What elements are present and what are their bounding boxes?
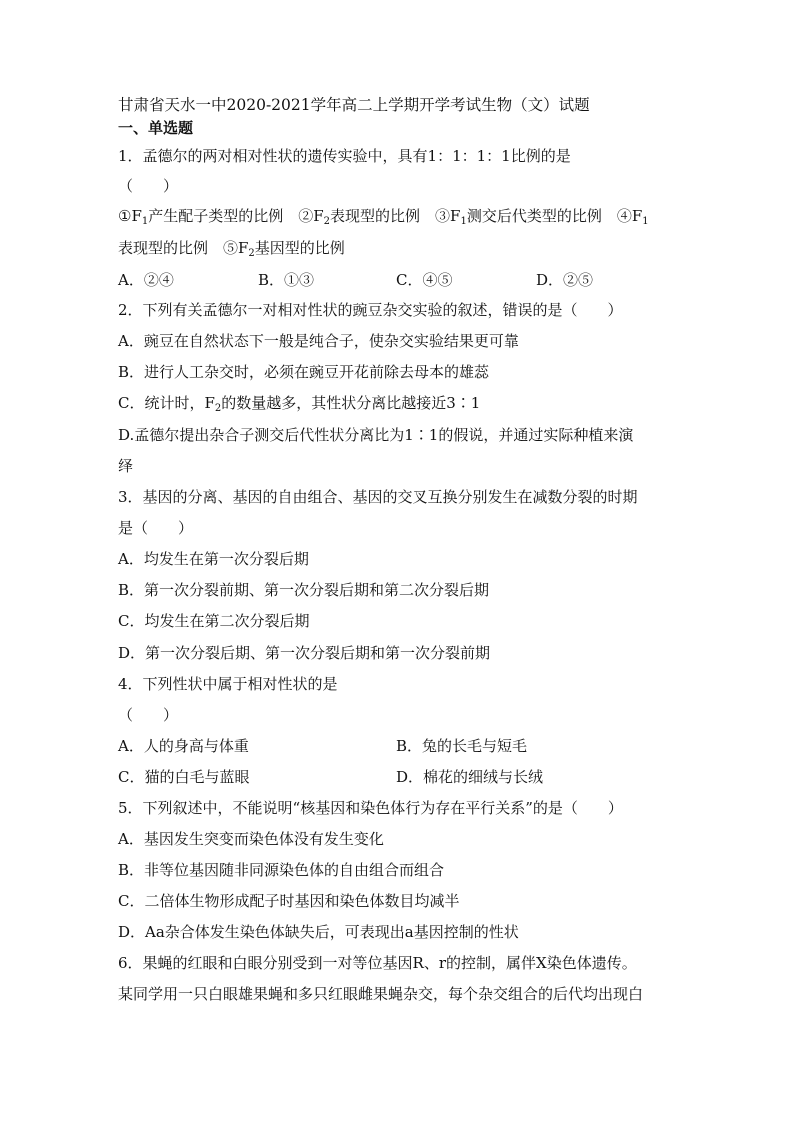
q2-option-a: A．豌豆在自然状态下一般是纯合子，使杂交实验结果更可靠: [118, 332, 519, 350]
q1-items-line1: $①F_1$产生配子类型的比例 $②F_2$表现型的比例 $③F_1$测交后代类型的比例 $④F_1$: [118, 207, 649, 227]
q2-option-d-line2: 绎: [118, 457, 134, 475]
q5-option-d: D．Aa杂合体发生染色体缺失后，可表现出a基因控制的性状: [118, 923, 519, 941]
q2-option-d-line1: D.孟德尔提出杂合子测交后代性状分离比为1∶1的假说，并通过实际种植来演: [118, 426, 634, 444]
q3-option-a: A．均发生在第一次分裂后期: [118, 550, 309, 568]
q1-stem: 1．孟德尔的两对相对性状的遗传实验中，具有1：1：1：1比例的是: [118, 147, 571, 165]
q5-stem: 5．下列叙述中，不能说明“核基因和染色体行为存在平行关系”的是（ ）: [118, 799, 623, 817]
q1-option-c: C．④⑤: [396, 271, 453, 289]
q2-option-c: C．统计时，$F_2$的数量越多，其性状分离比越接近3∶1: [118, 394, 481, 414]
q1-paren: （ ）: [118, 177, 179, 195]
q3-stem-line2: 是（ ）: [118, 519, 194, 537]
q3-option-b: B．第一次分裂前期、第一次分裂后期和第二次分裂后期: [118, 581, 490, 599]
q4-option-b: B．兔的长毛与短毛: [396, 737, 528, 755]
q3-option-c: C．均发生在第二次分裂后期: [118, 612, 310, 630]
q5-option-a: A．基因发生突变而染色体没有发生变化: [118, 830, 384, 848]
q1-option-a: A．②④: [118, 271, 174, 289]
q5-option-c: C．二倍体生物形成配子时基因和染色体数目均减半: [118, 892, 460, 910]
q1-option-d: D．②⑤: [536, 271, 594, 289]
q5-option-b: B．非等位基因随非同源染色体的自由组合而组合: [118, 861, 445, 879]
document-title: 甘肃省天水一中2020-2021学年高二上学期开学考试生物（文）试题: [118, 96, 590, 114]
q4-stem: 4．下列性状中属于相对性状的是: [118, 675, 338, 693]
q2-option-b: B．进行人工杂交时，必须在豌豆开花前除去母本的雄蕊: [118, 363, 490, 381]
q1-items-line2: 表现型的比例 $⑤F_2$基因型的比例: [118, 239, 345, 259]
q3-stem-line1: 3．基因的分离、基因的自由组合、基因的交叉互换分别发生在减数分裂的时期: [118, 488, 638, 506]
section-heading: 一、单选题: [118, 119, 194, 137]
q6-stem-line1: 6．果蝇的红眼和白眼分别受到一对等位基因R、r的控制，属伴X染色体遗传。: [118, 954, 637, 972]
q6-stem-line2: 某同学用一只白眼雄果蝇和多只红眼雌果蝇杂交，每个杂交组合的后代均出现白: [118, 985, 644, 1003]
q2-stem: 2．下列有关孟德尔一对相对性状的豌豆杂交实验的叙述，错误的是（ ）: [118, 301, 623, 319]
q4-option-d: D．棉花的细绒与长绒: [396, 768, 544, 786]
q4-option-a: A．人的身高与体重: [118, 737, 249, 755]
q1-option-b: B．①③: [258, 271, 315, 289]
q3-option-d: D．第一次分裂后期、第一次分裂后期和第一次分裂前期: [118, 644, 491, 662]
q4-paren: （ ）: [118, 706, 179, 724]
q4-option-c: C．猫的白毛与蓝眼: [118, 768, 250, 786]
